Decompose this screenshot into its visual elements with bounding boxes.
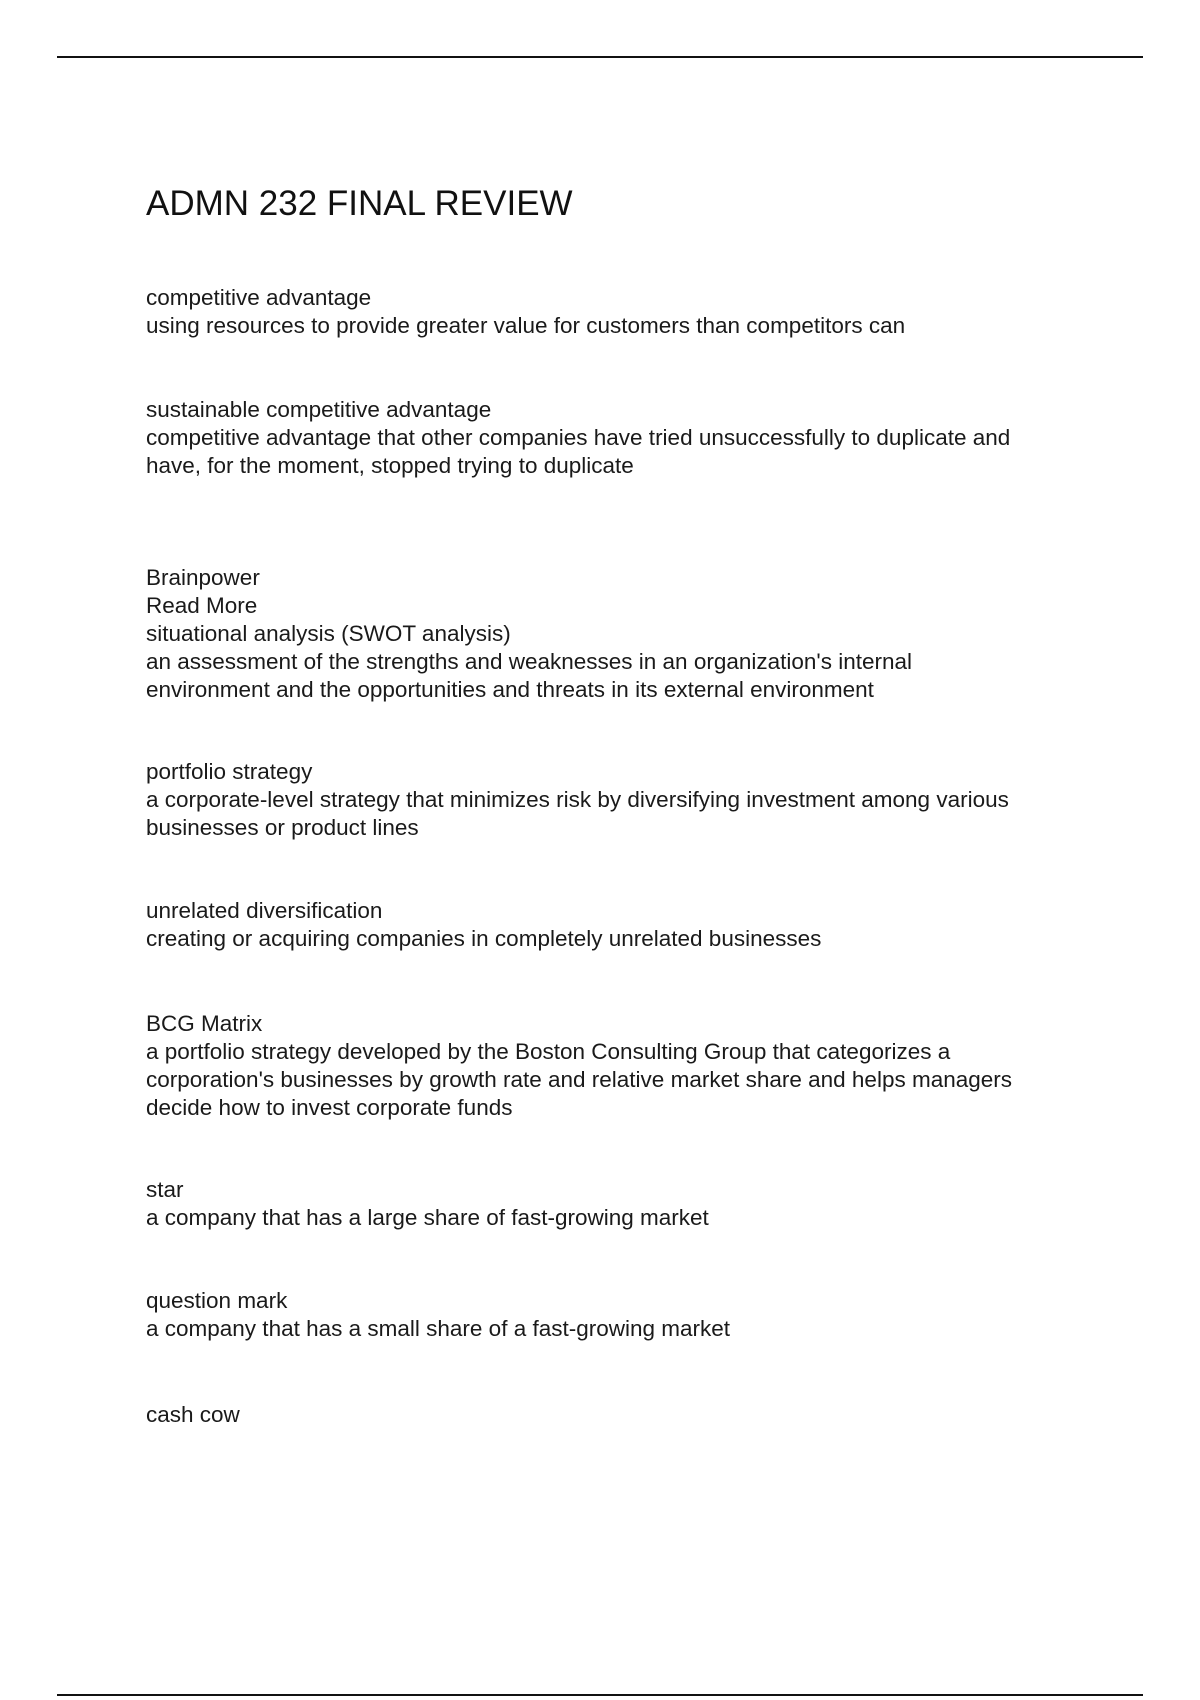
brainpower-label: Brainpower [146, 565, 260, 590]
entry-definition-line: corporation's businesses by growth rate and relative market share and helps managers [146, 1067, 1013, 1092]
entry-competitive-advantage [146, 284, 1086, 340]
entry-term: situational analysis (SWOT analysis) [146, 621, 511, 646]
entry-definition-line: a portfolio strategy developed by the Boston Consulting Group that categorizes a [146, 1039, 951, 1064]
entry-question-mark [146, 1287, 1086, 1343]
document-title: ADMN 232 FINAL REVIEW [146, 184, 573, 223]
entry-term: cash cow [146, 1402, 240, 1427]
entry-definition-line: decide how to invest corporate funds [146, 1095, 513, 1120]
entry-definition-line: a corporate-level strategy that minimizes risk by diversifying investment among various [146, 787, 1009, 812]
entry-bcg-matrix [146, 1010, 1086, 1122]
entry-definition-line: creating or acquiring companies in completely unrelated businesses [146, 926, 822, 951]
entry-star [146, 1176, 1086, 1232]
entry-term: question mark [146, 1288, 288, 1313]
entry-definition-line: an assessment of the strengths and weaknesses in an organization's internal [146, 649, 912, 674]
entry-definition-line: have, for the moment, stopped trying to duplicate [146, 453, 634, 478]
entry-term: sustainable competitive advantage [146, 397, 492, 422]
entry-term: competitive advantage [146, 285, 372, 310]
entry-term: BCG Matrix [146, 1011, 263, 1036]
entry-cash-cow [146, 1401, 1086, 1429]
bottom-divider [57, 1694, 1143, 1696]
entry-definition-line: environment and the opportunities and threats in its external environment [146, 677, 874, 702]
entry-term: portfolio strategy [146, 759, 313, 784]
read-more-link[interactable]: Read More [146, 593, 258, 618]
entry-term: star [146, 1177, 184, 1202]
entry-portfolio-strategy [146, 758, 1086, 842]
entry-situational-analysis [146, 564, 1086, 704]
entry-unrelated-diversification [146, 897, 1086, 953]
entry-definition-line: a company that has a small share of a fast-growing market [146, 1316, 731, 1341]
entry-sustainable-competitive-advantage [146, 396, 1086, 480]
entry-definition-line: a company that has a large share of fast-growing market [146, 1205, 709, 1230]
entry-term: unrelated diversification [146, 898, 383, 923]
entry-definition-line: using resources to provide greater value for customers than competitors can [146, 313, 906, 338]
entry-definition-line: businesses or product lines [146, 815, 419, 840]
top-divider [57, 56, 1143, 58]
entry-definition-line: competitive advantage that other companies have tried unsuccessfully to duplicate and [146, 425, 1011, 450]
